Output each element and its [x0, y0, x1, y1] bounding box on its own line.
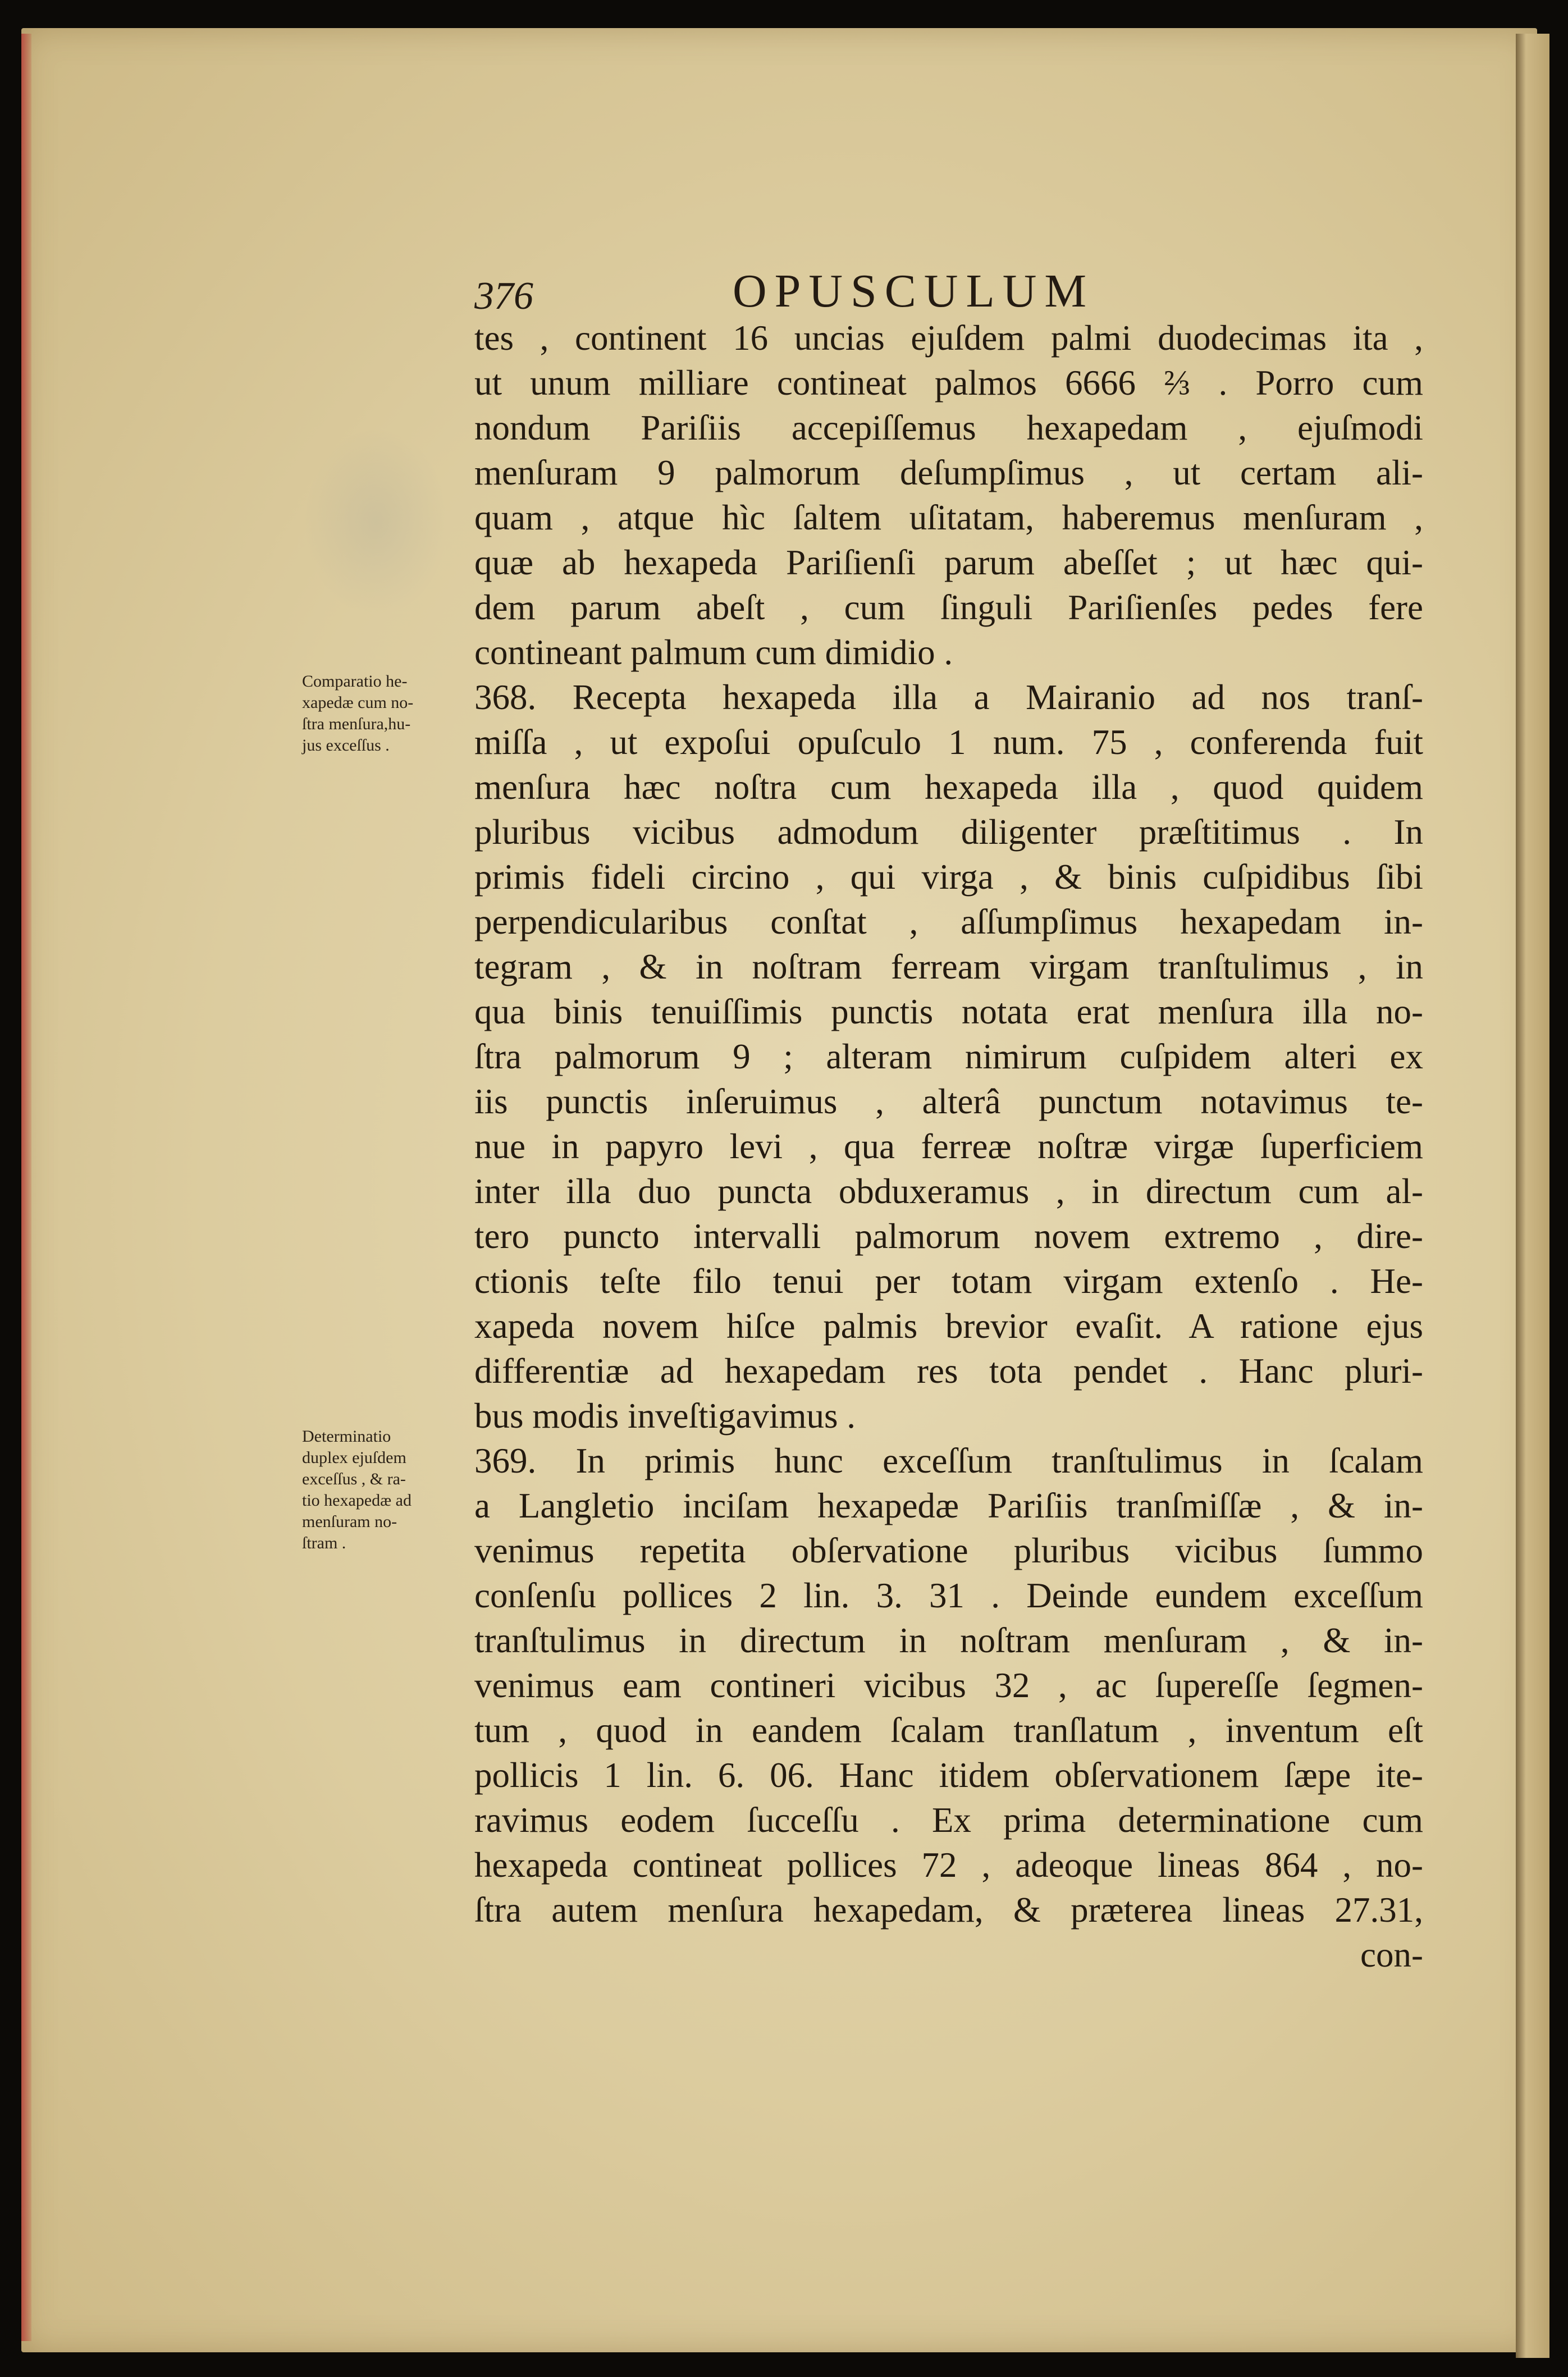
- text-line: pluribus vicibus admodum diligenter præſtitimus . In: [474, 812, 1423, 852]
- text-line: iis punctis inſeruimus , alterâ punctum notavimus te-: [474, 1082, 1423, 1121]
- text-line: ut unum milliare contineat palmos 6666 ⅔ . Porro cum: [474, 363, 1423, 403]
- margin-note-comparatio: [302, 671, 487, 756]
- body-text: [474, 316, 1423, 1977]
- page-number: 376: [474, 275, 533, 318]
- margin-note-line: duplex ejuſdem: [302, 1448, 406, 1467]
- text-line: miſſa , ut expoſui opuſculo 1 num. 75 , conferenda fuit: [474, 723, 1423, 762]
- paragraph-368-start: 368. Recepta hexapeda illa a Mairanio ad nos tranſ-: [474, 678, 1423, 717]
- text-line: ſtra autem menſura hexapedam, & præterea lineas 27.31,: [474, 1890, 1423, 1930]
- text-line: nue in papyro levi , qua ferreæ noſtræ virgæ ſuperficiem: [474, 1127, 1423, 1166]
- text-line: differentiæ ad hexapedam res tota pendet . Hanc pluri-: [474, 1351, 1423, 1391]
- margin-note-line: jus exceſſus .: [302, 736, 390, 755]
- paragraph-369-start: 369. In primis hunc exceſſum tranſtulimus in ſcalam: [474, 1441, 1423, 1480]
- text-line: quæ ab hexapeda Pariſienſi parum abeſſet ; ut hæc qui-: [474, 543, 1423, 582]
- text-line: dem parum abeſt , cum ſinguli Pariſienſes pedes fere: [474, 588, 1423, 627]
- red-page-edge: [21, 34, 31, 2341]
- text-line: menſuram 9 palmorum deſumpſimus , ut certam ali-: [474, 453, 1423, 492]
- running-title: OPUSCULUM: [733, 265, 1095, 317]
- adjacent-page-edge: [1516, 34, 1549, 2358]
- text-line: tegram , & in noſtram ferream virgam tranſtulimus , in: [474, 947, 1423, 986]
- text-line: tero puncto intervalli palmorum novem extremo , dire-: [474, 1217, 1423, 1256]
- text-line: xapeda novem hiſce palmis brevior evaſit. A ratione ejus: [474, 1306, 1423, 1346]
- text-line: venimus repetita obſervatione pluribus vicibus ſummo: [474, 1531, 1423, 1570]
- margin-note-line: tio hexapedæ ad: [302, 1491, 412, 1510]
- text-line: hexapeda contineat pollices 72 , adeoque lineas 864 , no-: [474, 1845, 1423, 1885]
- margin-note-line: ſtram .: [302, 1534, 346, 1552]
- text-line: ravimus eodem ſucceſſu . Ex prima determinatione cum: [474, 1800, 1423, 1840]
- text-line: a Langletio inciſam hexapedæ Pariſiis tranſmiſſæ , & in-: [474, 1486, 1423, 1525]
- text-line: venimus eam contineri vicibus 32 , ac ſupereſſe ſegmen-: [474, 1666, 1423, 1705]
- text-line: tes , continent 16 uncias ejuſdem palmi duodecimas ita ,: [474, 318, 1423, 358]
- text-line: ſtra palmorum 9 ; alteram nimirum cuſpidem alteri ex: [474, 1037, 1423, 1076]
- margin-note-line: Comparatio he-: [302, 672, 408, 691]
- text-line: nondum Pariſiis accepiſſemus hexapedam , ejuſmodi: [474, 408, 1423, 447]
- text-line: quam , atque hìc ſaltem uſitatam, haberemus menſuram ,: [474, 498, 1423, 537]
- margin-note-line: menſuram no-: [302, 1512, 397, 1531]
- text-line: ctionis teſte filo tenui per totam virgam extenſo . He-: [474, 1261, 1423, 1301]
- text-line: primis fideli circino , qui virga , & binis cuſpidibus ſibi: [474, 857, 1423, 897]
- text-line: pollicis 1 lin. 6. 06. Hanc itidem obſervationem ſæpe ite-: [474, 1756, 1423, 1795]
- text-line: perpendicularibus conſtat , aſſumpſimus hexapedam in-: [474, 902, 1423, 941]
- text-line: contineant palmum cum dimidio .: [474, 633, 953, 672]
- margin-note-line: exceſſus , & ra-: [302, 1470, 406, 1488]
- margin-note-determinatio: [302, 1426, 487, 1554]
- margin-note-line: Determinatio: [302, 1427, 391, 1446]
- margin-note-line: xapedæ cum no-: [302, 693, 414, 712]
- text-line: qua binis tenuiſſimis punctis notata erat menſura illa no-: [474, 992, 1423, 1031]
- text-line: bus modis inveſtigavimus .: [474, 1396, 856, 1436]
- text-line: conſenſu pollices 2 lin. 3. 31 . Deinde eundem exceſſum: [474, 1576, 1423, 1615]
- text-line: menſura hæc noſtra cum hexapeda illa , quod quidem: [474, 767, 1423, 807]
- margin-note-line: ſtra menſura,hu-: [302, 715, 411, 733]
- text-line: inter illa duo puncta obduxeramus , in directum cum al-: [474, 1172, 1423, 1211]
- catchword: con-: [1360, 1935, 1423, 1974]
- text-line: tranſtulimus in directum in noſtram menſuram , & in-: [474, 1621, 1423, 1660]
- show-through-stain: [303, 427, 449, 618]
- text-line: tum , quod in eandem ſcalam tranſlatum , inventum eſt: [474, 1711, 1423, 1750]
